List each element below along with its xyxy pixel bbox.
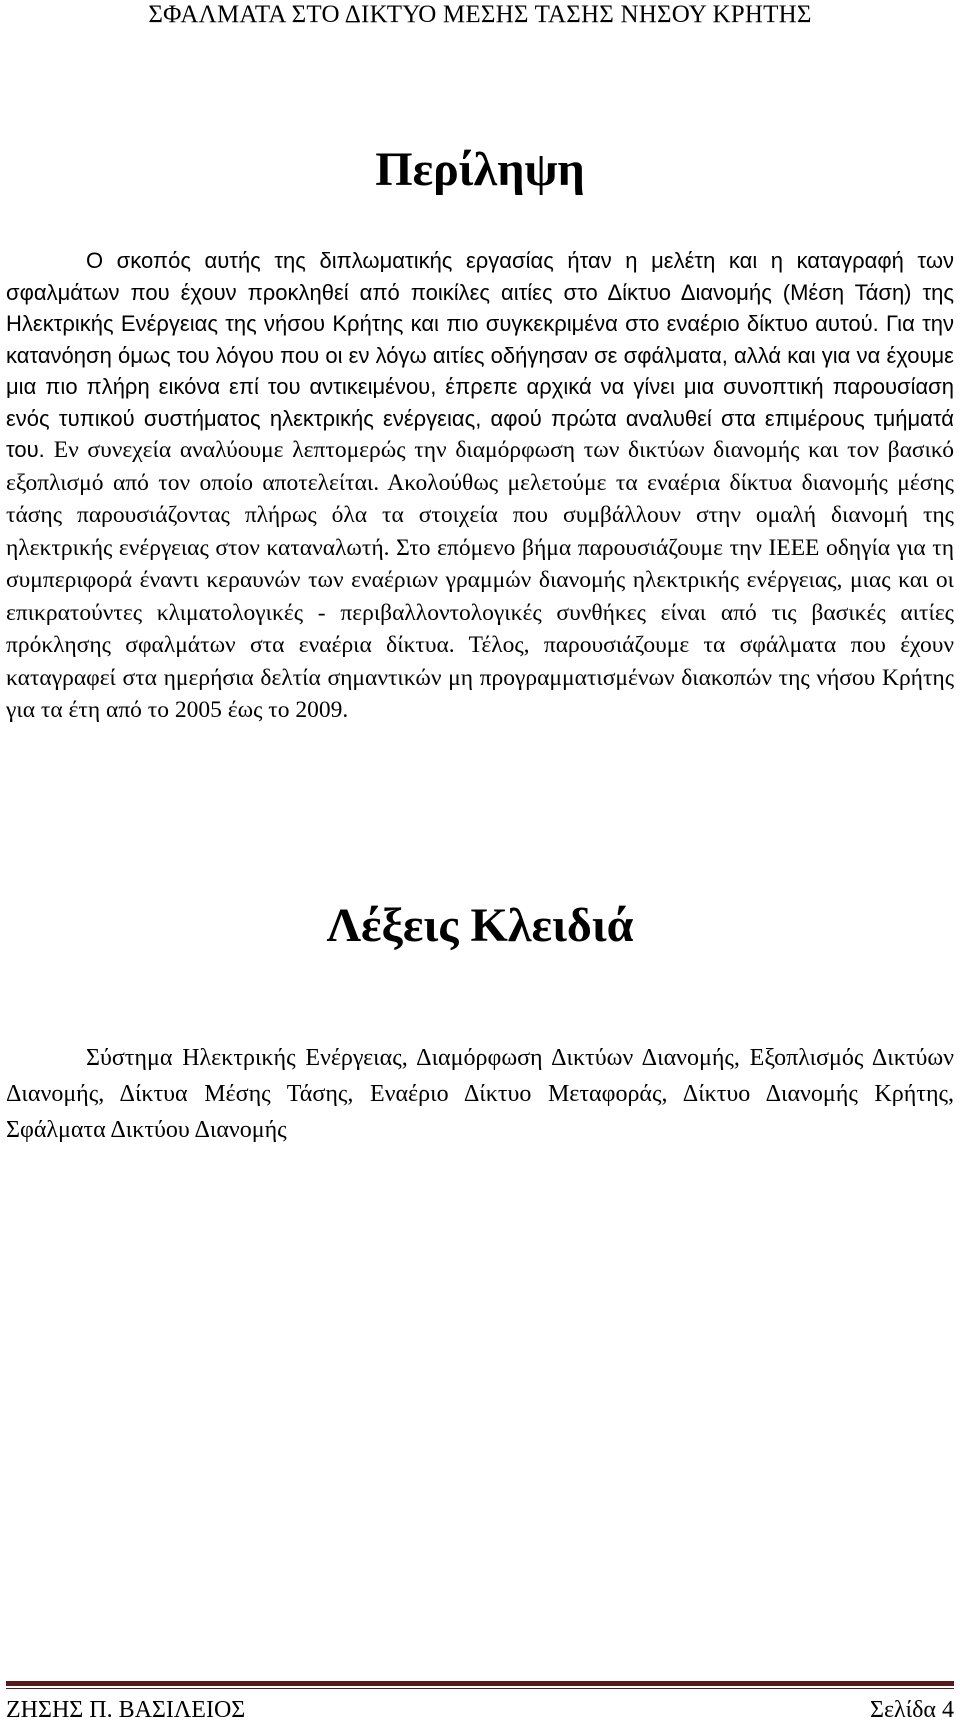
page-number: Σελίδα 4 — [869, 1697, 954, 1723]
running-header: ΣΦΑΛΜΑΤΑ ΣΤΟ ΔΙΚΤΥΟ ΜΕΣΗΣ ΤΑΣΗΣ ΝΗΣΟΥ ΚΡΗΤΗΣ — [148, 1, 812, 28]
footer-rule-thin — [6, 1688, 954, 1689]
keywords-paragraph — [6, 1040, 954, 1148]
abstract-heading: Περίληψη — [375, 143, 585, 196]
footer-rule-thick — [6, 1681, 954, 1686]
footer-author: ΖΗΣΗΣ Π. ΒΑΣΙΛΕΙΟΣ — [6, 1697, 246, 1723]
abstract-text-part2: Εν συνεχεία αναλύουμε λεπτομερώς την διαμόρφωση των δικτύων διανομής και τον βασικό εξοπλισμό από τον οποίο αποτελείται. Ακολούθως μελετούμε τα εναέρια δίκτυα διανομής μέσης τάσης παρουσιάζοντας πλήρως όλα τα στοιχεία που συμβάλλουν στην ομαλή διανομή της ηλεκτρικής ενέργειας στον καταναλωτή. Στο επόμενο βήμα παρουσιάζουμε την IEEE οδηγία για τη συμπεριφορά έναντι κεραυνών των εναέριων γραμμών διανομής ηλεκτρικής ενέργειας, μιας και οι επικρατούντες κλιματολογικές - περιβαλλοντολογικές συνθήκες είναι από τις βασικές αιτίες πρόκλησης σφαλμάτων στα εναέρια δίκτυα. Τέλος, παρουσιάζουμε τα σφάλματα που έχουν καταγραφεί στα ημερήσια δελτία σημαντικών μη προγραμματισμένων διακοπών της νήσου Κρήτης για τα έτη από το 2005 έως το 2009. — [6, 437, 954, 723]
keywords-text: Σύστημα Ηλεκτρικής Ενέργειας, Διαμόρφωση Δικτύων Διανομής, Εξοπλισμός Δικτύων Διανομής, Δίκτυα Μέσης Τάσης, Εναέριο Δίκτυο Μεταφοράς, Δίκτυο Διανομής Κρήτης, Σφάλματα Δικτύου Διανομής — [6, 1045, 954, 1143]
abstract-paragraph — [6, 245, 954, 727]
keywords-heading: Λέξεις Κλειδιά — [326, 899, 634, 952]
abstract-text-part1: Ο σκοπός αυτής της διπλωματικής εργασίας ήταν η μελέτη και η καταγραφή των σφαλμάτων που έχουν προκληθεί από ποικίλες αιτίες στο Δίκτυο Διανομής (Μέση Τάση) της Ηλεκτρικής Ενέργειας της νήσου Κρήτης και πιο συγκεκριμένα στο εναέριο δίκτυο αυτού. Για την κατανόηση όμως του λόγου που οι εν λόγω αιτίες οδήγησαν σε σφάλματα, αλλά και για να έχουμε μια πιο πλήρη εικόνα επί του αντικειμένου, έπρεπε αρχικά να γίνει μια συνοπτική παρουσίαση ενός τυπικού συστήματος ηλεκτρικής ενέργειας, αφού πρώτα αναλυθεί στα επιμέρους τμήματά του. — [6, 248, 954, 462]
